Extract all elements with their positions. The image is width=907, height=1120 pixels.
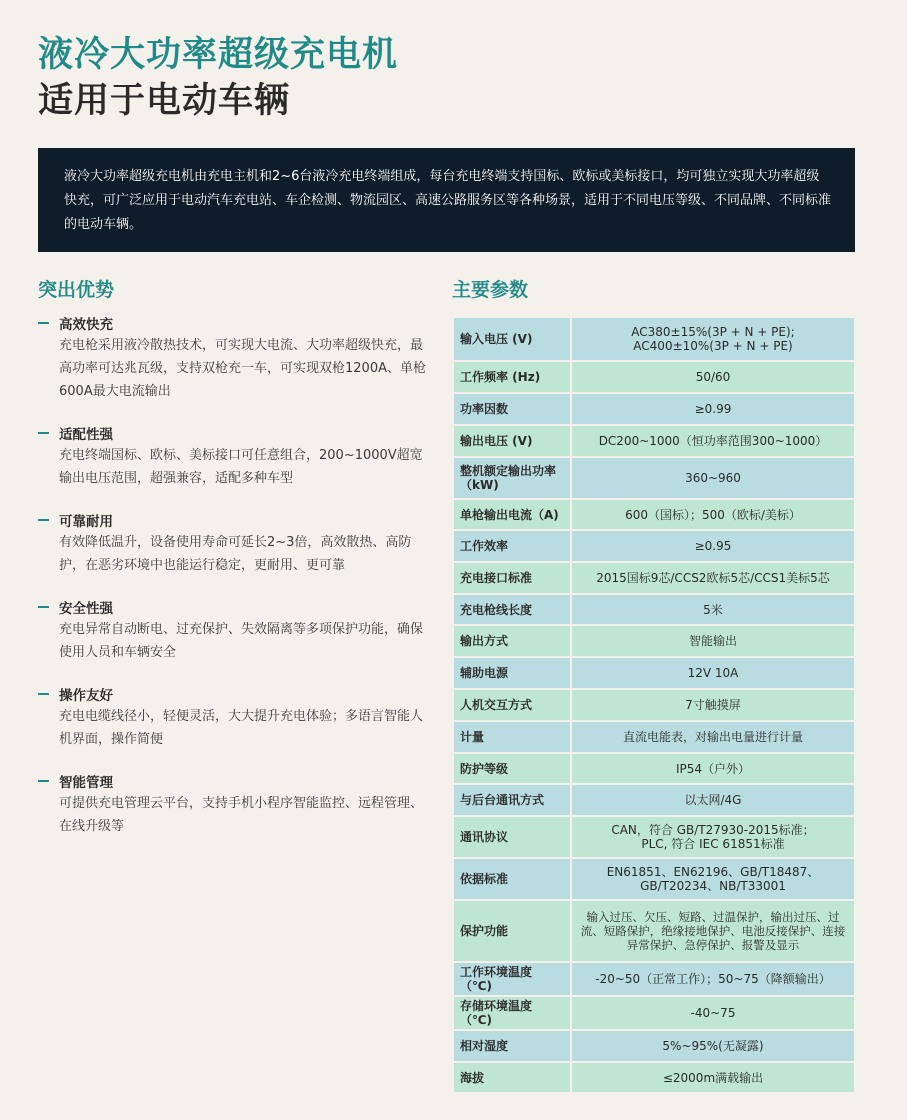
table-row — [453, 562, 855, 594]
param-value: 5%~95%(无凝露) — [571, 1030, 855, 1062]
advantage-name: 适配性强 — [59, 427, 113, 443]
param-value: 12V 10A — [571, 657, 855, 689]
param-label: 与后台通讯方式 — [453, 784, 571, 816]
advantage-desc: 充电枪采用液冷散热技术，可实现大电流、大功率超级快充，最高功率可达兆瓦级，支持双枪充一车，可实现双枪1200A、单枪600A最大电流输出 — [59, 338, 426, 399]
table-row — [453, 425, 855, 457]
param-label: 功率因数 — [453, 393, 571, 425]
param-value: 2015国标9芯/CCS2欧标5芯/CCS1美标5芯 — [571, 562, 855, 594]
advantage-desc: 可提供充电管理云平台，支持手机小程序智能监控、远程管理、在线升级等 — [59, 796, 424, 834]
table-row — [453, 1062, 855, 1093]
advantage-name: 安全性强 — [59, 601, 113, 617]
advantages-list — [38, 312, 430, 857]
param-value: 以太网/4G — [571, 784, 855, 816]
table-row — [453, 657, 855, 689]
param-label: 整机额定输出功率（kW) — [453, 457, 571, 499]
params-table — [452, 316, 856, 1094]
param-value: 5米 — [571, 594, 855, 625]
advantage-name: 可靠耐用 — [59, 514, 113, 530]
table-row — [453, 530, 855, 562]
param-label: 防护等级 — [453, 753, 571, 784]
dash-icon — [38, 322, 49, 324]
param-label: 单枪输出电流（A) — [453, 499, 571, 530]
param-value: 50/60 — [571, 361, 855, 393]
param-value: ≤2000m满载输出 — [571, 1062, 855, 1093]
table-row — [453, 962, 855, 996]
advantage-desc: 有效降低温升，设备使用寿命可延长2~3倍，高效散热、高防护，在恶劣环境中也能运行稳定，更耐用、更可靠 — [59, 535, 412, 573]
param-label: 通讯协议 — [453, 816, 571, 858]
param-label: 工作环境温度（℃) — [453, 962, 571, 996]
param-label: 存储环境温度（℃) — [453, 996, 571, 1030]
params-title: 主要参数 — [452, 279, 529, 301]
param-value: 600（国标）；500（欧标/美标） — [571, 499, 855, 530]
param-label: 输入电压 (V) — [453, 317, 571, 361]
param-value: 7寸触摸屏 — [571, 689, 855, 721]
dash-icon — [38, 780, 49, 782]
table-row — [453, 594, 855, 625]
advantage-item — [38, 596, 430, 664]
table-row — [453, 996, 855, 1030]
param-label: 计量 — [453, 721, 571, 753]
table-row — [453, 393, 855, 425]
param-label: 工作效率 — [453, 530, 571, 562]
table-row — [453, 721, 855, 753]
param-value: IP54（户外） — [571, 753, 855, 784]
param-value: ≥0.95 — [571, 530, 855, 562]
param-label: 人机交互方式 — [453, 689, 571, 721]
param-label: 依据标准 — [453, 858, 571, 900]
advantage-name: 智能管理 — [59, 775, 113, 791]
table-row — [453, 317, 855, 361]
param-value: -40~75 — [571, 996, 855, 1030]
intro-box — [38, 148, 855, 252]
param-label: 工作频率 (Hz) — [453, 361, 571, 393]
param-label: 海拔 — [453, 1062, 571, 1093]
advantage-name: 高效快充 — [59, 317, 113, 333]
table-row — [453, 816, 855, 858]
param-label: 辅助电源 — [453, 657, 571, 689]
table-row — [453, 499, 855, 530]
page-title: 液冷大功率超级充电机 — [38, 35, 399, 75]
advantage-item — [38, 683, 430, 751]
param-label: 充电枪线长度 — [453, 594, 571, 625]
table-row — [453, 625, 855, 657]
page-subtitle: 适用于电动车辆 — [38, 81, 291, 121]
table-row — [453, 1030, 855, 1062]
advantage-item — [38, 770, 430, 838]
param-label: 输出电压 (V) — [453, 425, 571, 457]
table-row — [453, 361, 855, 393]
advantage-desc: 充电电缆线径小，轻便灵活，大大提升充电体验；多语言智能人机界面，操作简便 — [59, 709, 424, 747]
param-label: 相对湿度 — [453, 1030, 571, 1062]
advantage-item — [38, 312, 430, 403]
table-row — [453, 900, 855, 962]
param-label: 充电接口标准 — [453, 562, 571, 594]
param-value: 直流电能表，对输出电量进行计量 — [571, 721, 855, 753]
table-row — [453, 457, 855, 499]
param-value: 360~960 — [571, 457, 855, 499]
advantages-title: 突出优势 — [38, 279, 115, 301]
param-value: CAN，符合 GB/T27930-2015标准； PLC, 符合 IEC 61851标准 — [571, 816, 855, 858]
param-value: 输入过压、欠压、短路、过温保护，输出过压、过流、短路保护，绝缘接地保护、电池反接保护、连接异常保护、急停保护、报警及显示 — [571, 900, 855, 962]
param-value: EN61851、EN62196、GB/T18487、 GB/T20234、NB/T33001 — [571, 858, 855, 900]
advantage-desc: 充电终端国标、欧标、美标接口可任意组合，200~1000V超宽输出电压范围，超强兼容，适配多种车型 — [59, 448, 423, 486]
advantage-item — [38, 509, 430, 577]
table-row — [453, 784, 855, 816]
advantage-name: 操作友好 — [59, 688, 113, 704]
table-row — [453, 689, 855, 721]
param-value: ≥0.99 — [571, 393, 855, 425]
advantage-item — [38, 422, 430, 490]
param-value: DC200~1000（恒功率范围300~1000） — [571, 425, 855, 457]
table-row — [453, 753, 855, 784]
dash-icon — [38, 693, 49, 695]
table-row — [453, 858, 855, 900]
param-value: 智能输出 — [571, 625, 855, 657]
advantage-desc: 充电异常自动断电、过充保护、失效隔离等多项保护功能，确保使用人员和车辆安全 — [59, 622, 424, 660]
param-value: AC380±15%(3P + N + PE); AC400±10%(3P + N + PE) — [571, 317, 855, 361]
dash-icon — [38, 432, 49, 434]
dash-icon — [38, 519, 49, 521]
param-label: 保护功能 — [453, 900, 571, 962]
param-value: -20~50（正常工作）；50~75（降额输出） — [571, 962, 855, 996]
param-label: 输出方式 — [453, 625, 571, 657]
intro-text: 液冷大功率超级充电机由充电主机和2~6台液冷充电终端组成，每台充电终端支持国标、欧标或美标接口，均可独立实现大功率超级快充，可广泛应用于电动汽车充电站、车企检测、物流园区、高速公路服务区等各种场景，适用于不同电压等级、不同品牌、不同标准的电动车辆。 — [64, 169, 832, 232]
dash-icon — [38, 606, 49, 608]
